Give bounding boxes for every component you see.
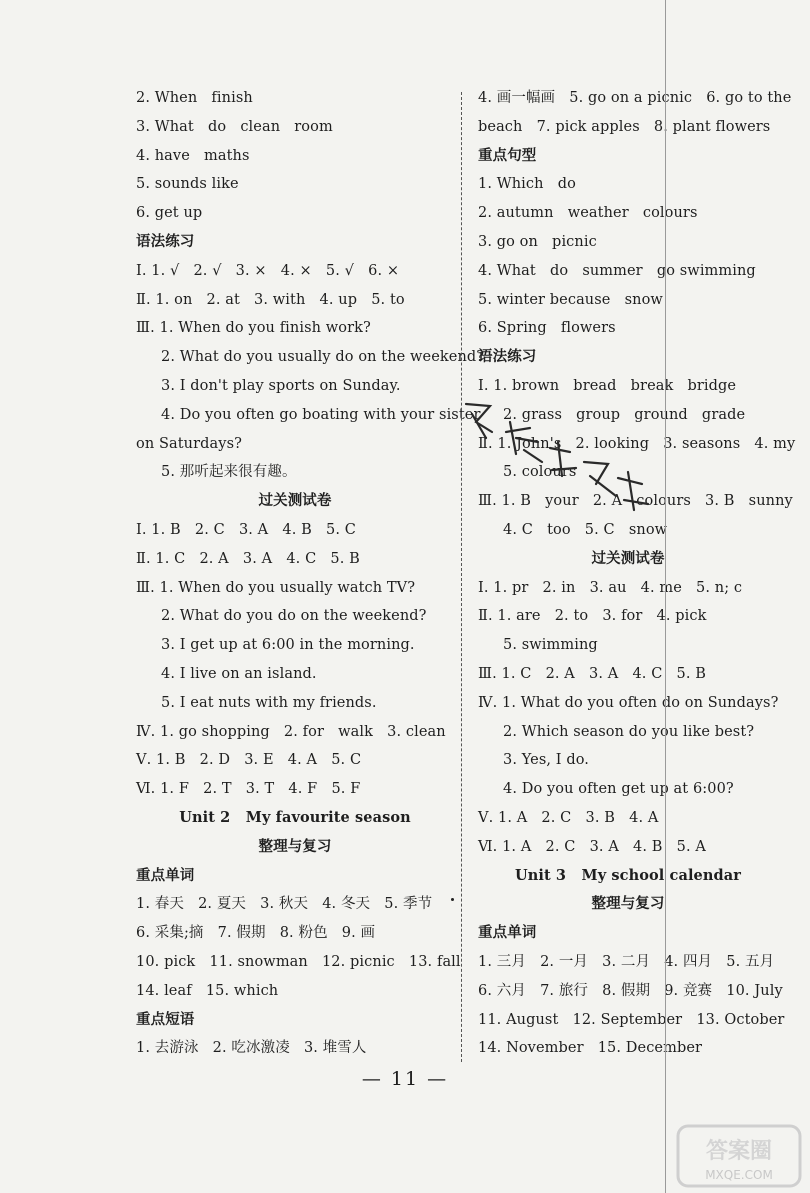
answer-line: 6. Spring flowers: [478, 320, 616, 337]
answer-line: 4. What do summer go swimming: [478, 262, 756, 279]
answer-line: 6. get up: [136, 205, 203, 222]
answer-line: 4. Do you often go boating with your sister: [161, 406, 481, 423]
ink-dot: [451, 898, 454, 901]
answer-line: Ⅴ. 1. A 2. C 3. B 4. A: [478, 809, 659, 826]
section-heading: 重点单词: [478, 924, 537, 942]
answer-line: 3. go on picnic: [478, 233, 597, 250]
answer-line: Ⅰ. 1. B 2. C 3. A 4. B 5. C: [136, 521, 356, 538]
answer-line: 10. pick 11. snowman 12. picnic 13. fall: [136, 953, 461, 970]
answer-line: Ⅲ. 1. C 2. A 3. A 4. C 5. B: [478, 665, 707, 682]
answer-line: 4. I live on an island.: [161, 665, 317, 682]
svg-text:答案圈: 答案圈: [705, 1139, 773, 1164]
svg-text:MXQE.COM: MXQE.COM: [705, 1168, 773, 1182]
section-heading: Unit 2 My favourite season: [179, 808, 411, 826]
answer-line: 4. Do you often get up at 6:00?: [503, 781, 734, 798]
answer-line: 3. Yes, I do.: [503, 752, 589, 769]
handwritten-annotation: [458, 392, 658, 522]
answer-line: 3. I don't play sports on Sunday.: [161, 377, 401, 394]
answer-line: Ⅲ. 1. When do you finish work?: [136, 320, 371, 337]
watermark-stamp-logo: [676, 1124, 802, 1188]
answer-line: Ⅱ. 1. John's 2. looking 3. seasons 4. my: [478, 435, 796, 452]
answer-line: Ⅰ. 1. brown bread break bridge: [478, 377, 737, 394]
answer-line: 5. 那听起来很有趣。: [161, 464, 297, 481]
answer-line: Ⅴ. 1. B 2. D 3. E 4. A 5. C: [136, 752, 362, 769]
column-divider: [461, 92, 462, 1062]
answer-line: 2. autumn weather colours: [478, 205, 698, 222]
answer-line: 1. Which do: [478, 176, 576, 193]
left-column: [136, 84, 485, 1063]
section-heading: 过关测试卷: [258, 492, 332, 510]
section-heading: 语法练习: [478, 348, 537, 366]
answer-line: 2. When finish: [136, 90, 253, 106]
answer-line: on Saturdays?: [136, 435, 242, 452]
answer-line: 2. Which season do you like best?: [503, 723, 755, 740]
answer-line: 5. sounds like: [136, 176, 239, 193]
answer-line: 4. C too 5. C snow: [503, 521, 668, 538]
answer-line: 4. 画一幅画 5. go on a picnic 6. go to the: [478, 90, 792, 106]
answer-line: Ⅱ. 1. on 2. at 3. with 4. up 5. to: [136, 291, 405, 308]
section-heading: 重点句型: [478, 146, 537, 164]
answer-line: 14. November 15. December: [478, 1040, 703, 1057]
answer-line: Ⅵ. 1. F 2. T 3. T 4. F 5. F: [136, 781, 361, 798]
answer-line: 6. 采集;摘 7. 假期 8. 粉色 9. 画: [136, 925, 376, 942]
section-heading: Unit 3 My school calendar: [514, 866, 741, 884]
answer-line: Ⅳ. 1. go shopping 2. for walk 3. clean: [136, 723, 446, 740]
page-fold-line: [665, 0, 666, 1193]
section-heading: 语法练习: [136, 232, 195, 250]
answer-line: 2. What do you do on the weekend?: [161, 608, 427, 625]
answer-line: Ⅵ. 1. A 2. C 3. A 4. B 5. A: [478, 838, 706, 855]
section-heading: 过关测试卷: [591, 549, 665, 567]
answer-line: 1. 三月 2. 一月 3. 二月 4. 四月 5. 五月: [478, 953, 775, 970]
page-number: — 11 —: [361, 1068, 449, 1090]
answer-line: 3. What do clean room: [136, 118, 333, 135]
answer-line: 11. August 12. September 13. October: [478, 1011, 785, 1028]
section-heading: 重点短语: [136, 1010, 195, 1028]
answer-line: 1. 去游泳 2. 吃冰激凌 3. 堆雪人: [136, 1040, 367, 1057]
answer-line: 14. leaf 15. which: [136, 982, 279, 999]
answer-line: 5. I eat nuts with my friends.: [161, 694, 377, 711]
answer-line: Ⅱ. 1. C 2. A 3. A 4. C 5. B: [136, 550, 360, 567]
answer-line: 1. 春天 2. 夏天 3. 秋天 4. 冬天 5. 季节: [136, 896, 433, 913]
answer-line: 2. What do you usually do on the weekend?: [161, 349, 485, 366]
answer-line: 3. I get up at 6:00 in the morning.: [161, 637, 415, 654]
answer-line: Ⅳ. 1. What do you often do on Sundays?: [478, 694, 779, 711]
answer-line: 5. swimming: [503, 637, 598, 654]
answer-line: beach 7. pick apples 8. plant flowers: [478, 118, 771, 135]
answer-line: 5. colours: [503, 464, 577, 481]
answer-line: Ⅰ. 1. pr 2. in 3. au 4. me 5. n; c: [478, 579, 743, 596]
section-heading: 整理与复习: [258, 837, 332, 855]
answer-line: Ⅰ. 1. √ 2. √ 3. × 4. × 5. √ 6. ×: [136, 262, 400, 279]
answer-line: 5. winter because snow: [478, 291, 663, 308]
answer-line: Ⅱ. 1. are 2. to 3. for 4. pick: [478, 608, 707, 625]
section-heading: 重点单词: [136, 866, 195, 884]
answer-line: Ⅲ. 1. When do you usually watch TV?: [136, 579, 416, 596]
answer-line: 4. have maths: [136, 147, 250, 164]
right-column: [478, 84, 796, 1063]
answer-line: Ⅲ. 1. B your 2. A colours 3. B sunny: [478, 493, 793, 510]
section-heading: 整理与复习: [591, 895, 665, 913]
answer-line: 6. 六月 7. 旅行 8. 假期 9. 竞赛 10. July: [478, 982, 783, 999]
answer-line: 2. grass group ground grade: [503, 406, 746, 423]
